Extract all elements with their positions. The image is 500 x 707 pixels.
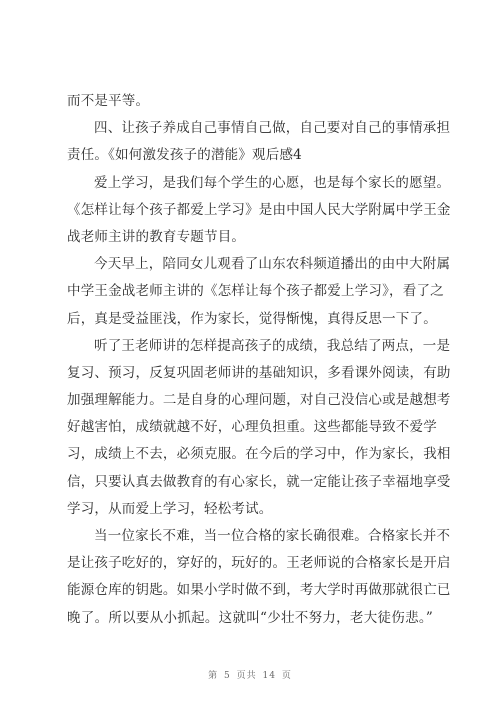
text-line: 好越害怕，成绩就越不好，心理负担重。这些都能导致不爱学 — [67, 419, 437, 436]
text-line: 习，成绩上不去，必须克服。在今后的学习中，作为家长，我相 — [67, 446, 451, 463]
text-line: 责任。《如何激发孩子的潜能》观后感4 — [67, 147, 302, 164]
page-footer — [0, 668, 500, 681]
document-body — [67, 88, 451, 632]
text-line: 而不是平等。 — [67, 93, 150, 109]
text-line: 是让孩子吃好的，穿好的，玩好的。王老师说的合格家长是开启 — [67, 555, 451, 572]
footer-suffix: 页 — [281, 671, 292, 681]
text-line: 爱上学习，是我们每个学生的心愿，也是每个家长的愿望。 — [94, 174, 451, 191]
text-line: 信，只要认真去做教育的有心家长，就一定能让孩子幸福地享受 — [67, 473, 451, 490]
text-line: 复习、预习，反复巩固老师讲的基础知识，多看课外阅读，有助 — [67, 364, 451, 381]
text-line: 晚了。所以要从小抓起。这就叫“少壮不努力，老大徒伤悲。” — [67, 609, 433, 626]
footer-prefix: 第 — [208, 671, 219, 681]
text-line: 中学王金战老师主讲的《怎样让每个孩子都爱上学习》，看了之 — [67, 283, 444, 300]
text-line: 今天早上，陪同女儿观看了山东农科频道播出的由中大附属 — [94, 256, 451, 273]
footer-middle: 页共 — [236, 671, 257, 681]
text-line: 能源仓库的钥匙。如果小学时做不到，考大学时再做那就很亡已 — [67, 582, 451, 599]
footer-total-pages: 14 — [262, 671, 276, 681]
text-line: 《怎样让每个孩子都爱上学习》是由中国人民大学附属中学王金 — [67, 201, 451, 218]
text-line: 学习，从而爱上学习，轻松考试。 — [67, 500, 273, 517]
text-line: 当一位家长不难，当一位合格的家长确很难。合格家长并不 — [94, 528, 451, 544]
text-line: 听了王老师讲的怎样提高孩子的成绩，我总结了两点，一是 — [94, 337, 451, 354]
text-line: 加强理解能力。二是自身的心理问题，对自己没信心或是越想考 — [67, 392, 451, 409]
footer-page-number: 5 — [224, 671, 231, 681]
text-line: 后，真是受益匪浅，作为家长，觉得惭愧，真得反思一下了。 — [67, 310, 437, 327]
text-line: 四、让孩子养成自己事情自己做，自己要对自己的事情承担 — [94, 120, 451, 137]
text-line: 战老师主讲的教育专题节目。 — [67, 228, 246, 245]
